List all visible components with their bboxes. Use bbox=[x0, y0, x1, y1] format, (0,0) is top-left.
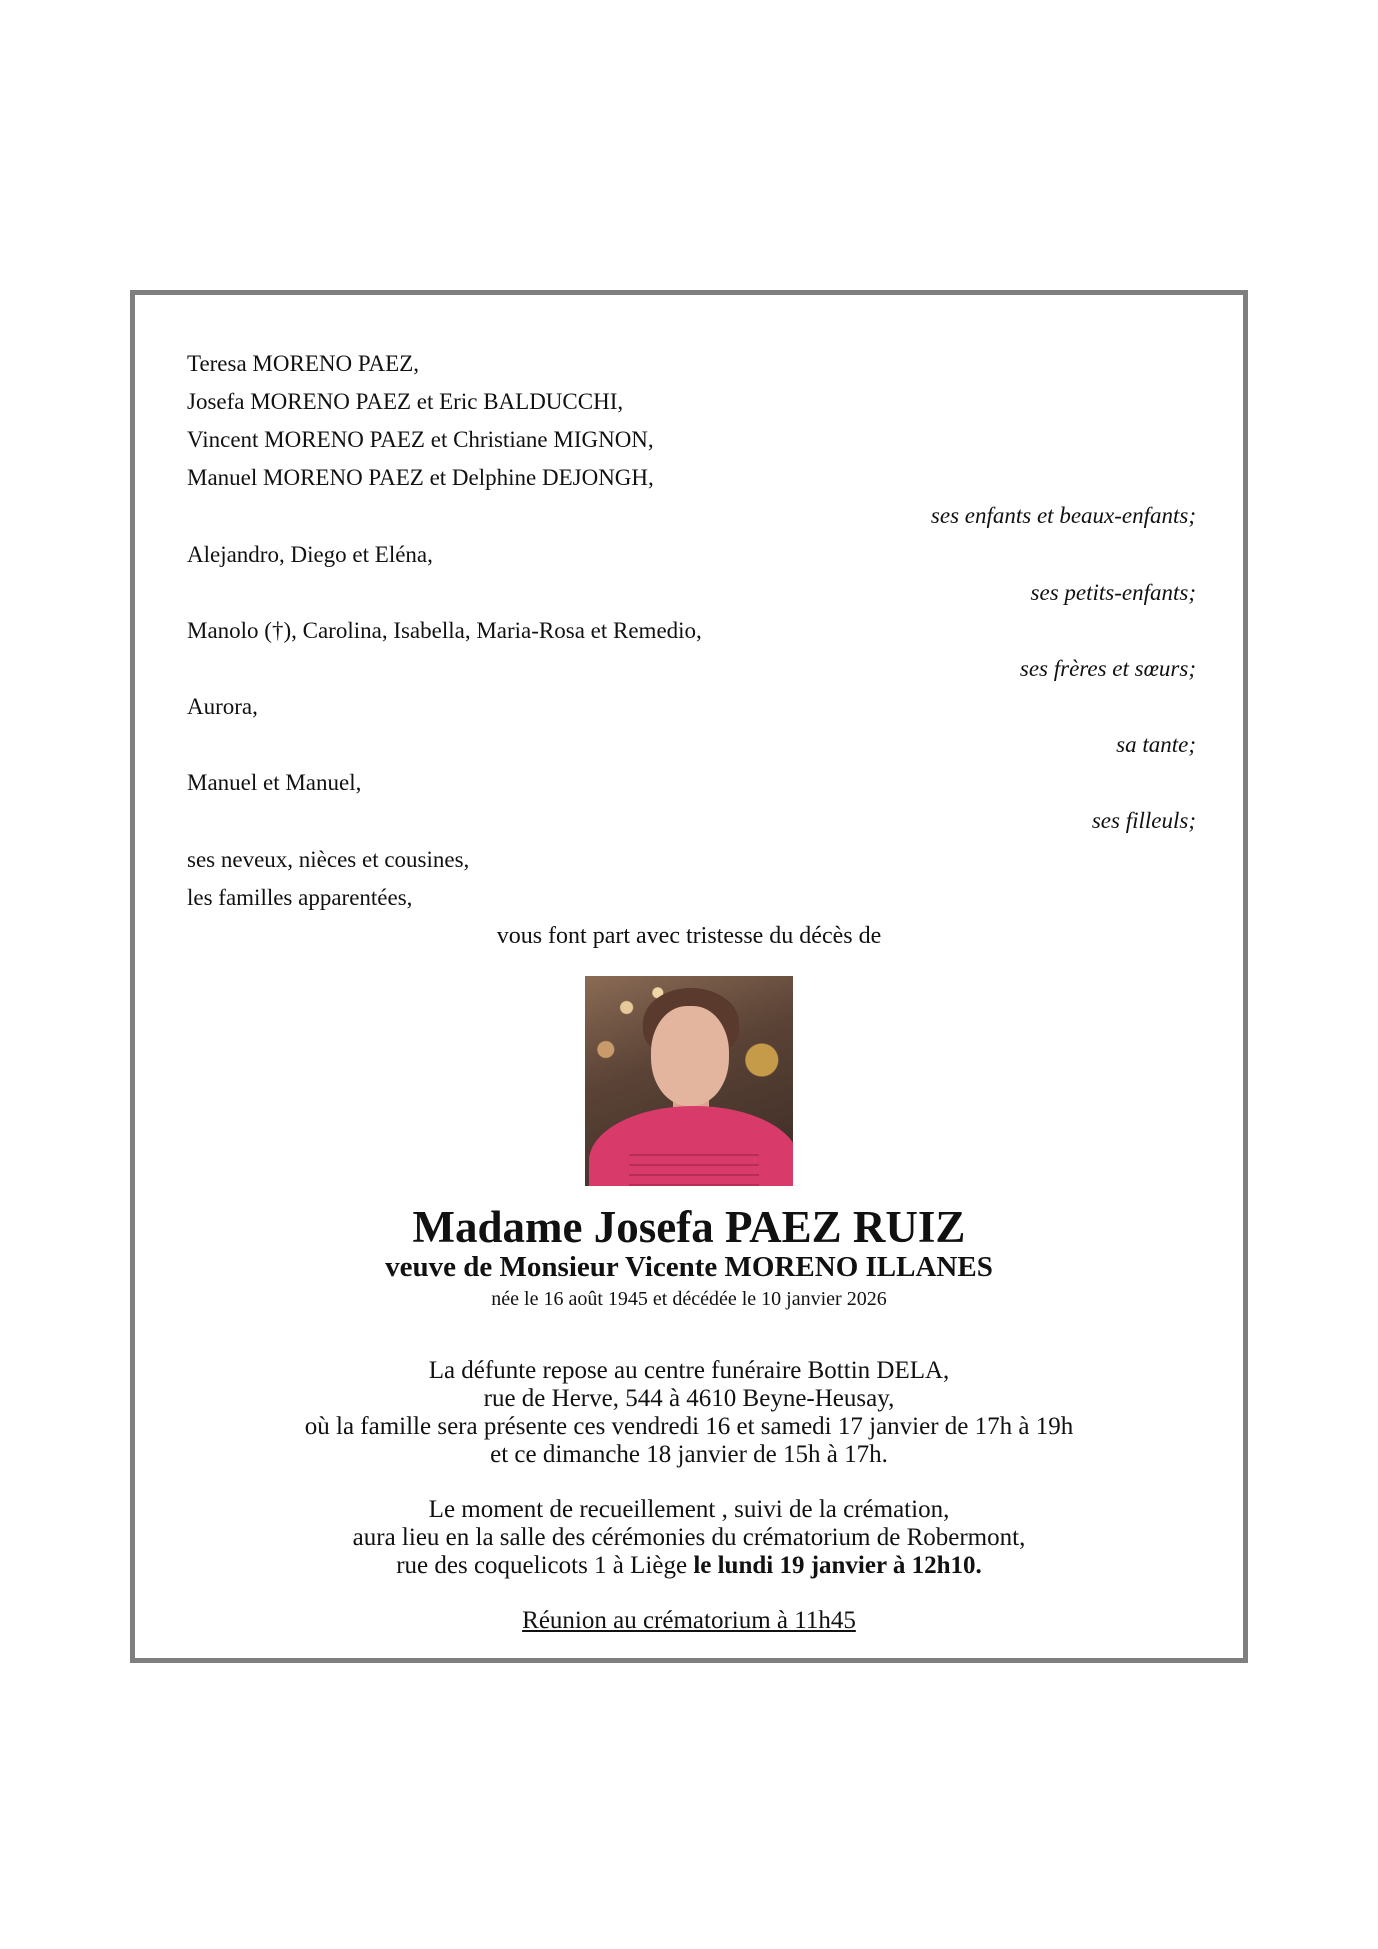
family-line: Vincent MORENO PAEZ et Christiane MIGNON, bbox=[187, 427, 654, 452]
life-dates: née le 16 août 1945 et décédée le 10 janvier 2026 bbox=[491, 1288, 887, 1310]
godchildren-names: Manuel et Manuel, bbox=[187, 770, 362, 795]
siblings-names: Manolo (†), Carolina, Isabella, Maria-Rosa et Remedio, bbox=[187, 618, 702, 643]
others-line: ses neveux, nièces et cousines, bbox=[187, 847, 470, 872]
visitation-line: La défunte repose au centre funéraire Bottin DELA, bbox=[428, 1357, 950, 1384]
ceremony-line bbox=[0, 1552, 1378, 1580]
meeting-text: Réunion au crématorium à 11h45 bbox=[522, 1607, 856, 1634]
family-line: Manuel MORENO PAEZ et Delphine DEJONGH, bbox=[187, 465, 654, 490]
relation-children: ses enfants et beaux-enfants; bbox=[930, 503, 1196, 528]
aunt-name: Aurora, bbox=[187, 694, 258, 719]
others-line: les familles apparentées, bbox=[187, 885, 413, 910]
widow-of: veuve de Monsieur Vicente MORENO ILLANES bbox=[385, 1251, 993, 1283]
grandchildren-names: Alejandro, Diego et Eléna, bbox=[187, 542, 433, 567]
visitation-line: où la famille sera présente ces vendredi 16 et samedi 17 janvier de 17h à 19h bbox=[304, 1413, 1074, 1440]
relation-aunt: sa tante; bbox=[1116, 732, 1196, 757]
relation-godchildren: ses filleuls; bbox=[1091, 808, 1196, 833]
visitation-line: et ce dimanche 18 janvier de 15h à 17h. bbox=[490, 1441, 888, 1468]
announcement: vous font part avec tristesse du décès de bbox=[496, 923, 882, 949]
portrait-photo bbox=[585, 976, 793, 1186]
meeting-line bbox=[0, 1607, 1378, 1635]
visitation-line: rue de Herve, 544 à 4610 Beyne-Heusay, bbox=[483, 1385, 895, 1412]
ceremony-address: rue des coquelicots 1 à Liège bbox=[396, 1552, 688, 1579]
ceremony-line: aura lieu en la salle des cérémonies du crématorium de Robermont, bbox=[352, 1524, 1026, 1551]
family-line: Teresa MORENO PAEZ, bbox=[187, 351, 419, 376]
deceased-name: Madame Josefa PAEZ RUIZ bbox=[412, 1202, 966, 1252]
relation-grandchildren: ses petits-enfants; bbox=[1030, 580, 1196, 605]
family-line: Josefa MORENO PAEZ et Eric BALDUCCHI, bbox=[187, 389, 624, 414]
relation-siblings: ses frères et sœurs; bbox=[1019, 656, 1196, 681]
ceremony-line: Le moment de recueillement , suivi de la crémation, bbox=[428, 1496, 950, 1523]
ceremony-date: le lundi 19 janvier à 12h10. bbox=[693, 1552, 982, 1579]
